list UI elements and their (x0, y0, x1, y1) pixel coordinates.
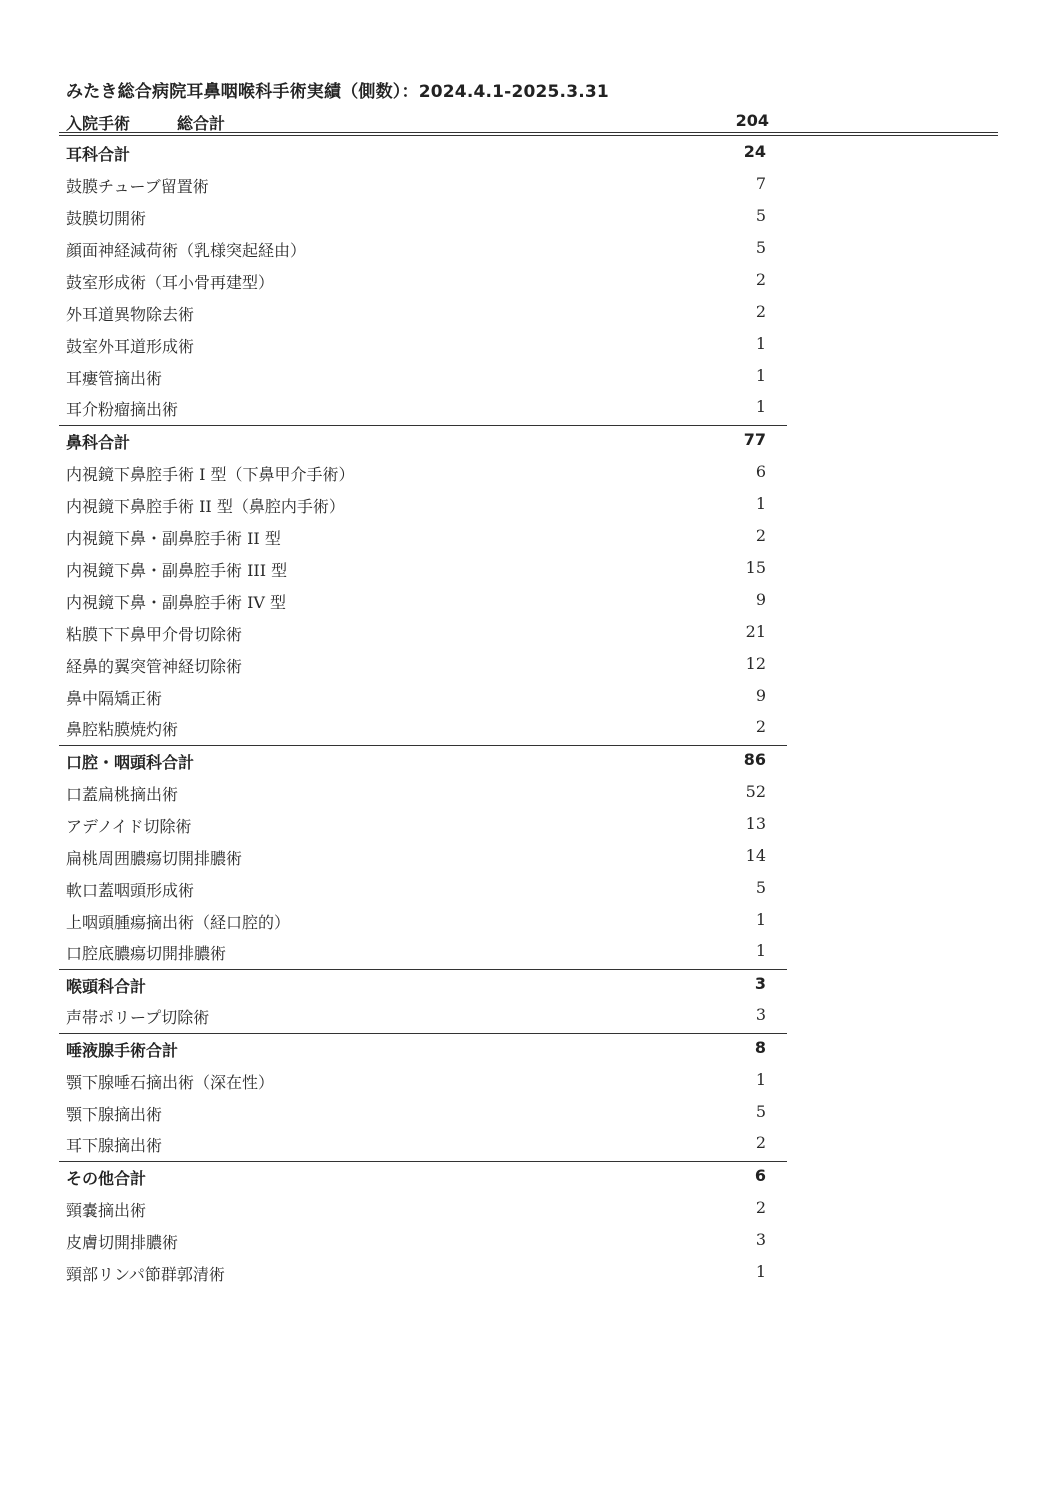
section-total-label: 耳科合計 (66, 145, 131, 164)
procedure-count: 15 (745, 558, 766, 577)
section-total-value: 24 (743, 142, 766, 161)
section-total-row (59, 1162, 787, 1194)
table-row (59, 554, 787, 586)
section-total-value: 6 (754, 1166, 766, 1185)
page-title: みたき総合病院耳鼻咽喉科手術実績（側数）：2024.4.1-2025.3.31 (66, 82, 609, 102)
section-total-label: 唾液腺手術合計 (66, 1041, 179, 1060)
procedure-count: 2 (755, 717, 766, 736)
procedure-label: 口腔底膿瘍切開排膿術 (66, 944, 227, 963)
table-row (59, 682, 787, 714)
procedure-count: 1 (755, 397, 766, 416)
procedure-label: 鼻腔粘膜焼灼術 (66, 720, 179, 739)
procedure-label: 顎下腺唾石摘出術（深在性） (66, 1073, 275, 1092)
procedure-count: 14 (745, 846, 766, 865)
procedure-label: 内視鏡下鼻・副鼻腔手術 IV 型 (66, 593, 287, 612)
procedure-label: 声帯ポリープ切除術 (66, 1008, 210, 1027)
section-total-value: 86 (743, 750, 766, 769)
procedure-label: 内視鏡下鼻・副鼻腔手術 II 型 (66, 529, 281, 548)
table-row (59, 234, 787, 266)
procedure-count: 1 (755, 910, 766, 929)
procedure-label: 鼓室外耳道形成術 (66, 337, 195, 356)
section-total-value: 8 (754, 1038, 766, 1057)
table-row (59, 650, 787, 682)
procedure-count: 2 (755, 302, 766, 321)
procedure-label: 粘膜下下鼻甲介骨切除術 (66, 625, 243, 644)
procedure-count: 2 (755, 1133, 766, 1152)
procedure-count: 5 (755, 206, 766, 225)
table-row (59, 1226, 787, 1258)
procedure-count: 5 (755, 238, 766, 257)
procedure-label: 鼓膜切開術 (66, 209, 147, 228)
procedure-label: 外耳道異物除去術 (66, 305, 195, 324)
table-row (59, 938, 787, 970)
procedure-label: 皮膚切開排膿術 (66, 1233, 179, 1252)
procedure-label: 扁桃周囲膿瘍切開排膿術 (66, 849, 243, 868)
procedure-label: 顔面神経減荷術（乳様突起経由） (66, 241, 307, 260)
table-row (59, 618, 787, 650)
procedure-count: 6 (755, 462, 766, 481)
procedure-count: 3 (755, 1005, 766, 1024)
table-row (59, 330, 787, 362)
table-row (59, 586, 787, 618)
procedure-count: 2 (755, 526, 766, 545)
procedure-label: 鼻中隔矯正術 (66, 689, 163, 708)
table-row (59, 1194, 787, 1226)
double-divider (59, 132, 998, 136)
section-total-row (59, 1034, 787, 1066)
procedure-count: 9 (755, 686, 766, 705)
table-row (59, 298, 787, 330)
procedure-count: 2 (755, 270, 766, 289)
table-row (59, 714, 787, 746)
procedure-count: 9 (755, 590, 766, 609)
procedure-label: 口蓋扁桃摘出術 (66, 785, 179, 804)
procedure-label: 内視鏡下鼻腔手術 I 型（下鼻甲介手術） (66, 465, 355, 484)
procedure-count: 3 (755, 1230, 766, 1249)
table-row (59, 1098, 787, 1130)
procedure-label: 内視鏡下鼻・副鼻腔手術 III 型 (66, 561, 288, 580)
procedure-count: 2 (755, 1198, 766, 1217)
section-total-row (59, 138, 787, 170)
section-total-label: 鼻科合計 (66, 433, 131, 452)
table-row (59, 362, 787, 394)
procedure-label: 耳介粉瘤摘出術 (66, 400, 179, 419)
table-row (59, 842, 787, 874)
procedure-count: 1 (755, 1262, 766, 1281)
section-total-row (59, 426, 787, 458)
procedure-label: 頸部リンパ節群郭清術 (66, 1265, 225, 1284)
table-row (59, 906, 787, 938)
procedure-label: 経鼻的翼突管神経切除術 (66, 657, 243, 676)
table-row (59, 1066, 787, 1098)
table-row (59, 170, 787, 202)
procedure-count: 1 (755, 366, 766, 385)
table-row (59, 1002, 787, 1034)
procedure-label: 内視鏡下鼻腔手術 II 型（鼻腔内手術） (66, 497, 345, 516)
table-row (59, 458, 787, 490)
section-total-row (59, 746, 787, 778)
procedure-count: 1 (755, 494, 766, 513)
section-total-value: 3 (754, 974, 766, 993)
table-row (59, 522, 787, 554)
grand-total-value: 204 (735, 111, 769, 130)
procedure-label: 頸嚢摘出術 (66, 1201, 147, 1220)
procedure-label: 耳下腺摘出術 (66, 1136, 163, 1155)
table-row (59, 394, 787, 426)
procedure-label: 顎下腺摘出術 (66, 1105, 163, 1124)
procedure-label: 軟口蓋咽頭形成術 (66, 881, 195, 900)
procedure-count: 1 (755, 334, 766, 353)
section-total-label: 口腔・咽頭科合計 (66, 753, 195, 772)
surgery-table (59, 138, 787, 1290)
table-row (59, 1130, 787, 1162)
table-row (59, 1258, 787, 1290)
table-row (59, 874, 787, 906)
table-row (59, 810, 787, 842)
procedure-label: 上咽頭腫瘍摘出術（経口腔的） (66, 913, 291, 932)
procedure-label: 鼓膜チューブ留置術 (66, 177, 209, 196)
procedure-count: 52 (745, 782, 766, 801)
section-total-label: その他合計 (66, 1169, 147, 1188)
grand-total-label-2: 総合計 (177, 114, 226, 133)
table-row (59, 202, 787, 234)
section-total-row (59, 970, 787, 1002)
procedure-label: 耳瘻管摘出術 (66, 369, 163, 388)
procedure-count: 21 (745, 622, 766, 641)
procedure-count: 1 (755, 941, 766, 960)
procedure-count: 5 (755, 878, 766, 897)
procedure-count: 1 (755, 1070, 766, 1089)
section-total-label: 喉頭科合計 (66, 977, 147, 996)
procedure-count: 12 (745, 654, 766, 673)
table-row (59, 778, 787, 810)
table-row (59, 490, 787, 522)
procedure-count: 13 (745, 814, 766, 833)
table-row (59, 266, 787, 298)
grand-total-label: 入院手術 (66, 114, 131, 133)
procedure-label: 鼓室形成術（耳小骨再建型） (66, 273, 275, 292)
procedure-count: 5 (755, 1102, 766, 1121)
procedure-label: アデノイド切除術 (66, 817, 192, 836)
section-total-value: 77 (743, 430, 766, 449)
procedure-count: 7 (755, 174, 766, 193)
